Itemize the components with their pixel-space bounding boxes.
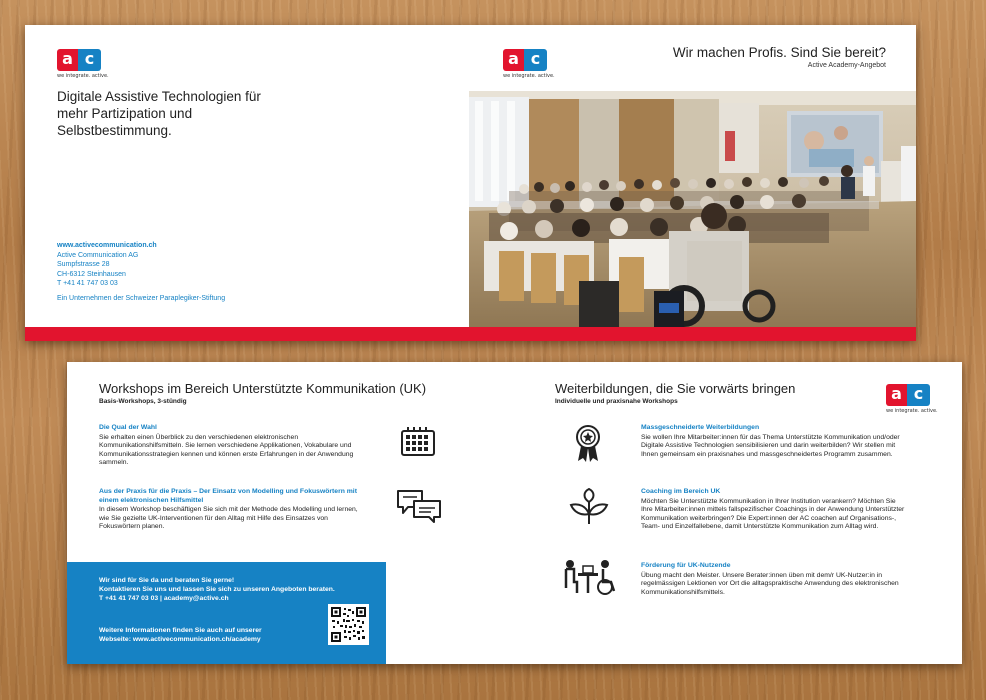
logo-tagline: we integrate. active. — [57, 73, 109, 79]
item-body: In diesem Workshop beschäftigen Sie sich mit der Methode des Modelling und lernen, wie Sie gezielte UK-Interventionen für den Alltag mit Hilfe des Einsatzes von Fokuswörtern planen. — [99, 506, 358, 530]
logo-letter-a: a — [886, 384, 907, 406]
item-title: Coaching im Bereich UK — [641, 488, 721, 495]
bottom-flyer — [67, 362, 962, 664]
cta-line-1: Wir sind für Sie da und beraten Sie gerne! — [99, 577, 235, 584]
workshop-item-modelling — [99, 488, 369, 532]
active-communication-logo-right — [503, 49, 555, 79]
keyboard-icon — [400, 425, 436, 457]
city-address: CH-6312 Steinhausen — [57, 270, 126, 278]
logo-tagline: we integrate. active. — [886, 408, 938, 414]
active-communication-logo-bottom — [886, 384, 938, 414]
weiterbildungen-header — [555, 381, 855, 405]
tagline-sub: Active Academy-Angebot — [807, 62, 886, 69]
item-body: Übung macht den Meister. Unsere Berater:innen üben mit dem/r UK-Nutzer:in in regelmässigen Lektionen vor Ort die alltagspraktische Anwendung des elektronischen Kommunikationshilfsmittels. — [641, 571, 899, 596]
cta-more-2[interactable]: Webseite: www.activecommunication.ch/academy — [99, 636, 261, 643]
logo-letter-c: c — [907, 384, 930, 406]
workshop-item-qual-der-wahl — [99, 424, 369, 468]
item-title: Die Qual der Wahl — [99, 424, 157, 431]
qr-code — [328, 604, 369, 645]
phone-number: T +41 41 747 03 03 — [57, 280, 118, 287]
cta-line-2: Kontaktieren Sie uns und lassen Sie sich zu unseren Angeboten beraten. — [99, 586, 335, 593]
street-address: Sumpfstrasse 28 — [57, 261, 110, 268]
website-link[interactable]: www.activecommunication.ch — [57, 242, 157, 249]
weiterbildungen-title: Weiterbildungen, die Sie vorwärts bringen — [555, 381, 796, 396]
item-body: Möchten Sie Unterstützte Kommunikation in Ihrer Institution verankern? Möchten Sie Ihre Mitarbeiter:innen mittels fallspezifischer Coachings in der Anwendung Unterstützter Kommunikation weiterbringen? Die Expert:innen der AC coachen auf Organisations-, Team- und Einzelfallebene, damit Unterstützte Kommunikation zum Alltag wird. — [641, 497, 905, 530]
logo-letter-c: c — [78, 49, 101, 71]
cta-more-1: Weitere Informationen finden Sie auch auf unserer — [99, 627, 262, 634]
top-flyer — [25, 25, 916, 341]
headline: Digitale Assistive Technologien für mehr Partizipation und Selbstbestimmung. — [57, 89, 261, 138]
logo-letter-a: a — [57, 49, 78, 71]
item-title: Förderung für UK-Nutzende — [641, 562, 731, 569]
active-communication-logo — [57, 49, 109, 79]
item-body: Sie erhalten einen Überblick zu den verschiedenen elektronischen Kommunikationshilfsmitteln. Sie lernen verschiedene Applikationen, Vokabulare und Kommunikationsstrategien kennen und können erste Erfahrungen in der Anwendung sammeln. — [99, 433, 354, 466]
workshops-subtitle: Basis-Workshops, 3-stündig — [99, 398, 187, 405]
item-title: Aus der Praxis für die Praxis – Der Einsatz von Modelling und Fokuswörtern mit einem elektronischen Hilfsmittel — [99, 488, 357, 504]
plant-sprout-icon — [569, 488, 609, 526]
cta-line-3: T +41 41 747 03 03 | academy@active.ch — [99, 595, 229, 602]
weiterbildung-item-coaching — [641, 488, 907, 532]
tagline: Wir machen Profis. Sind Sie bereit? — [672, 45, 886, 60]
weiterbildung-item-foerderung — [641, 562, 907, 597]
company-name: Active Communication AG — [57, 251, 139, 259]
item-body: Sie wollen Ihre Mitarbeiter:innen für das Thema Unterstützte Kommunikation und/oder Digitale Assistive Technologien sensibilisieren und darin weiterbilden? Wir stellen mit Ihnen gemeinsam ein praxisnahes und massgeschneidertes Programm zusammen. — [641, 433, 900, 458]
workshops-title: Workshops im Bereich Unterstützte Kommunikation (UK) — [99, 381, 427, 396]
item-title: Massgeschneiderte Weiterbildungen — [641, 424, 760, 431]
tagline-block — [673, 45, 886, 69]
contact-cta-box — [67, 562, 386, 664]
award-ribbon-icon — [574, 424, 602, 464]
qr-code-icon — [331, 607, 366, 642]
contact-block — [57, 241, 225, 303]
weiterbildungen-subtitle: Individuelle und praxisnahe Workshops — [555, 398, 678, 405]
logo-letter-c: c — [524, 49, 547, 71]
speech-bubbles-icon — [396, 488, 442, 524]
wheelchair-table-icon — [561, 558, 617, 596]
logo-letter-a: a — [503, 49, 524, 71]
logo-tagline: we integrate. active. — [503, 73, 555, 79]
foundation-note: Ein Unternehmen der Schweizer Paraplegiker-Stiftung — [57, 294, 226, 302]
weiterbildung-item-massgeschneidert — [641, 424, 907, 459]
red-footer-bar — [25, 327, 916, 341]
workshops-header — [99, 381, 459, 405]
conference-audience-photo — [469, 91, 916, 327]
